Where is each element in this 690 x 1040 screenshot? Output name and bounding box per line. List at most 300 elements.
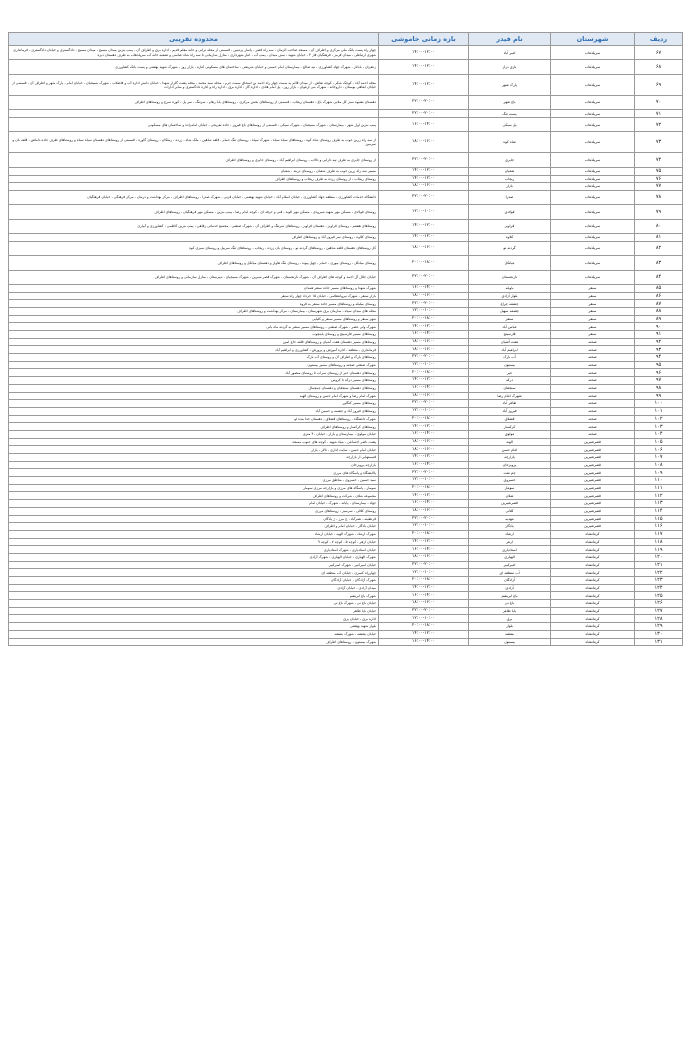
feeder-cell: قشلاق (469, 415, 551, 423)
city-cell: سنقر (551, 331, 635, 339)
area-cell: از روستای جابری به طرف تپه دارایی و دالاب ، روستای ابراهیم آباد ، روستای جابری و روستاهای اطراف (9, 153, 379, 167)
row-number-cell: ۱۳۰ (635, 630, 683, 638)
table-row (9, 175, 683, 183)
time-cell: ۱۴:۰۰-۱۲:۰۰ (379, 492, 469, 500)
city-cell: صحنه (551, 338, 635, 346)
row-number-cell: ۷۷ (635, 183, 683, 191)
table-row (9, 167, 683, 175)
time-cell: ۱۶:۰۰-۱۴:۰۰ (379, 284, 469, 292)
table-row (9, 205, 683, 219)
table-row (9, 384, 683, 392)
area-cell: روستاهای مسیر دهستان هفت آشیان و روستاهای قلعه حاج امین (9, 338, 379, 346)
time-cell: ۱۸:۰۰-۱۶:۰۰ (379, 292, 469, 300)
row-number-cell: ۱۰۲ (635, 415, 683, 423)
time-cell: ۱۲:۰۰-۱۰:۰۰ (379, 523, 469, 531)
row-number-cell: ۹۴ (635, 354, 683, 362)
feeder-cell: بنفشه (469, 630, 551, 638)
time-cell: ۲۲:۰۰-۲۰:۰۰ (379, 270, 469, 284)
area-cell: خیابان بنفشه ، شهرک بنفشه (9, 630, 379, 638)
city-cell: سرپلذهاب (551, 132, 635, 153)
city-cell: صحنه (551, 407, 635, 415)
area-cell: شهرک آزادگان ، خیابان آزادگان (9, 577, 379, 585)
feeder-cell: سنجقان (469, 384, 551, 392)
table-row (9, 615, 683, 623)
time-cell: ۲۲:۰۰-۲۰:۰۰ (379, 95, 469, 109)
table-body (9, 46, 683, 646)
feeder-cell: صدرا (469, 190, 551, 204)
area-cell: شهرک صنعتی صحنه و روستاهای مسیر بیستون (9, 361, 379, 369)
city-cell: صحنه (551, 430, 635, 438)
row-number-cell: ۶۷ (635, 46, 683, 60)
table-row (9, 454, 683, 462)
table-row (9, 46, 683, 60)
time-cell: ۱۸:۰۰-۱۶:۰۰ (379, 338, 469, 346)
feeder-cell: شلان (469, 492, 551, 500)
time-cell: ۱۸:۰۰-۱۶:۰۰ (379, 507, 469, 515)
feeder-cell: شعبان (469, 167, 551, 175)
table-row (9, 523, 683, 531)
city-cell: صحنه (551, 369, 635, 377)
table-row (9, 300, 683, 308)
time-cell: ۱۲:۰۰-۱۰:۰۰ (379, 569, 469, 577)
area-cell: زعفران ، بابانار ، شهرک جهاد کشاورزی ، تپه صالح ، بیمارستان امام خمینی و خیابان شریعتی ، ساختمان های مسکونی کناره ، بازار روز ، شهرک شهید بهشتی و پست بانک کشاورزی (9, 60, 379, 74)
city-cell: سرپلذهاب (551, 110, 635, 118)
table-row (9, 553, 683, 561)
feeder-cell: پست تنگ (469, 110, 551, 118)
feeder-cell: ریجاب (469, 175, 551, 183)
time-cell: ۲۲:۰۰-۲۰:۰۰ (379, 607, 469, 615)
table-row (9, 132, 683, 153)
feeder-cell: گردنه نو (469, 241, 551, 255)
table-row (9, 190, 683, 204)
row-number-cell: ۱۲۱ (635, 561, 683, 569)
time-cell: ۱۲:۰۰-۱۰:۰۰ (379, 477, 469, 485)
row-number-cell: ۱۲۹ (635, 623, 683, 631)
row-number-cell: ۷۴ (635, 153, 683, 167)
row-number-cell: ۱۲۰ (635, 553, 683, 561)
feeder-cell: برق (469, 615, 551, 623)
time-cell: ۱۲:۰۰-۱۰:۰۰ (379, 407, 469, 415)
table-row (9, 256, 683, 270)
city-cell: کرمانشاه (551, 630, 635, 638)
time-cell: ۱۴:۰۰-۱۲:۰۰ (379, 234, 469, 242)
city-cell: سرپلذهاب (551, 241, 635, 255)
city-cell: صحنه (551, 361, 635, 369)
row-number-cell: ۱۰۶ (635, 446, 683, 454)
city-cell: صحنه (551, 346, 635, 354)
feeder-cell: چشمه چراغ (469, 300, 551, 308)
table-row (9, 500, 683, 508)
time-cell: ۱۴:۰۰-۱۲:۰۰ (379, 46, 469, 60)
feeder-cell: خسروی (469, 477, 551, 485)
row-number-cell: ۱۱۱ (635, 484, 683, 492)
area-cell: دهستان بشیوه سبز کل ملایی شهرک باغ ، دهستان ریجاب ، قسمتی از روستاهای بخش مرکزی ، روستاهای بابا رهام ، سرتنگ ، سر پل ، کوره سرخ و روستاهای اطراف (9, 95, 379, 109)
area-cell: چهارراه کسری ، خیابان آب منطقه ای (9, 569, 379, 577)
table-row (9, 346, 683, 354)
row-number-cell: ۱۲۴ (635, 584, 683, 592)
feeder-cell: قصرشیرین (469, 500, 551, 508)
time-cell: ۲۲:۰۰-۲۰:۰۰ (379, 110, 469, 118)
row-number-cell: ۷۸ (635, 190, 683, 204)
feeder-cell: بابا طاهر (469, 607, 551, 615)
time-cell: ۱۴:۰۰-۱۲:۰۰ (379, 584, 469, 592)
area-cell: شهرک ارشاد ، شهرک الهیه ، خیابان ارشاد (9, 530, 379, 538)
row-number-cell: ۱۲۷ (635, 607, 683, 615)
feeder-cell: یادگار (469, 523, 551, 531)
feeder-cell: میانکل (469, 256, 551, 270)
table-row (9, 461, 683, 469)
row-number-cell: ۱۳۱ (635, 638, 683, 646)
feeder-cell: بازی دراز (469, 60, 551, 74)
header-time: بازه زمانی خاموشی (379, 33, 469, 46)
area-cell: خیابان مولوی ، بیمارستان و بازار ، خیابان ۴۰ متری (9, 430, 379, 438)
row-number-cell: ۹۵ (635, 361, 683, 369)
row-number-cell: ۹۱ (635, 331, 683, 339)
table-row (9, 446, 683, 454)
area-cell: خیابان باغ نی ، شهرک باغ نی (9, 600, 379, 608)
city-cell: کرمانشاه (551, 623, 635, 631)
feeder-cell: سنقر (469, 315, 551, 323)
feeder-cell: بیستون (469, 361, 551, 369)
city-cell: سنقر (551, 323, 635, 331)
time-cell: ۲۰:۰۰-۱۸:۰۰ (379, 315, 469, 323)
feeder-cell: درکه (469, 377, 551, 385)
feeder-cell: هفت آشیان (469, 338, 551, 346)
city-cell: سنقر (551, 307, 635, 315)
feeder-cell: آب منطقه ای (469, 569, 551, 577)
city-cell: کرمانشاه (551, 615, 635, 623)
feeder-cell: الهیاری (469, 553, 551, 561)
time-cell: ۱۶:۰۰-۱۴:۰۰ (379, 500, 469, 508)
area-cell: مجموعه شلان ، شرکت و روستاهای اطراف (9, 492, 379, 500)
city-cell: کرمانشاه (551, 607, 635, 615)
table-row (9, 110, 683, 118)
feeder-cell: ارشاد (469, 530, 551, 538)
table-row (9, 592, 683, 600)
table-row (9, 607, 683, 615)
time-cell: ۱۴:۰۰-۱۲:۰۰ (379, 323, 469, 331)
row-number-cell: ۱۲۳ (635, 577, 683, 585)
feeder-cell: مهدیه (469, 515, 551, 523)
row-number-cell: ۱۰۹ (635, 469, 683, 477)
row-number-cell: ۷۹ (635, 205, 683, 219)
feeder-cell: فارسینج (469, 331, 551, 339)
time-cell: ۲۰:۰۰-۱۸:۰۰ (379, 484, 469, 492)
time-cell: ۲۲:۰۰-۲۰:۰۰ (379, 300, 469, 308)
area-cell: محله های میدان سپاه ، سازمان برق شهرستان ، بیمارستان ، مرکز بهداشت و روستاهای اطراف (9, 307, 379, 315)
row-number-cell: ۸۱ (635, 234, 683, 242)
area-cell: سومار ، پاسگاه های مرزی و بازارچه مرزی سومار (9, 484, 379, 492)
time-cell: ۱۴:۰۰-۱۲:۰۰ (379, 454, 469, 462)
time-cell: ۱۴:۰۰-۱۲:۰۰ (379, 175, 469, 183)
row-number-cell: ۸۵ (635, 284, 683, 292)
city-cell: کرمانشاه (551, 577, 635, 585)
area-cell: شهرک باغ ابریشم (9, 592, 379, 600)
time-cell: ۱۸:۰۰-۱۶:۰۰ (379, 132, 469, 153)
feeder-cell: آزادی (469, 584, 551, 592)
city-cell: سرپلذهاب (551, 234, 635, 242)
city-cell: کرمانشاه (551, 538, 635, 546)
area-cell: فرمانداری ، منطقه ، اداره آموزش و پرورش ، کشاورزی و ابراهیم آباد (9, 346, 379, 354)
row-number-cell: ۷۶ (635, 175, 683, 183)
row-number-cell: ۱۰۷ (635, 454, 683, 462)
table-row (9, 484, 683, 492)
area-cell: روستای میانکل ، روستای بیوری ، حمام ، چهل پیوند ، روستای تنگ هاوار و دهستان میانکل و روستاهای اطراف (9, 256, 379, 270)
time-cell: ۱۴:۰۰-۱۲:۰۰ (379, 219, 469, 233)
area-cell: روستاهای دهستان سنجقان و دهستان چمچمال (9, 384, 379, 392)
feeder-cell: امیر آباد (469, 46, 551, 60)
time-cell: ۱۴:۰۰-۱۲:۰۰ (379, 377, 469, 385)
city-cell: سرپلذهاب (551, 60, 635, 74)
area-cell: خیابان امیرکبیر ، شهرک امیرکبیر (9, 561, 379, 569)
feeder-cell: الوند (469, 438, 551, 446)
city-cell: قصرشیرین (551, 461, 635, 469)
row-number-cell: ۱۱۸ (635, 538, 683, 546)
city-cell: کرمانشاه (551, 553, 635, 561)
header-area: محدوده تقریبی (9, 33, 379, 46)
time-cell: ۱۸:۰۰-۱۶:۰۰ (379, 346, 469, 354)
city-cell: سرپلذهاب (551, 175, 635, 183)
area-cell: از سه راه زرین جوب به طرف روستای شاه کوه ، روستاهای سیاه سیاه ، شهرک سپاه ، روستای تنگ حمام ، قلعه شاهین ، ملک شاه ، زرده ، زملکان ، روستای گاوره ، قسمتی از روستاهای دهستان سیاه سیاه و روستاهای طرف جاده داماش ، قلعه بان و سرمین (9, 132, 379, 153)
area-cell: پالایشگاه و پاسگاه های مرزی (9, 469, 379, 477)
feeder-cell: خبر (469, 369, 551, 377)
header-feeder: نام فیدر (469, 33, 551, 46)
area-cell: شهرک دانشگاه ، روستاهای قشلاق ، دهستان خدا بنده لو (9, 415, 379, 423)
header-row-number: ردیف (635, 33, 683, 46)
area-cell: شهرک الهیاری ، خیابان الهیاری ، شهرک آزادی (9, 553, 379, 561)
table-row (9, 492, 683, 500)
feeder-cell: ابراهیم آباد (469, 346, 551, 354)
city-cell: قصرشیرین (551, 523, 635, 531)
area-cell: دانشگاه خدمات کشاورزی ، منطقه جهاد کشاورزی ، خیابان اسلام آباد ، خیابان شهید بهشتی ، خیابان قرنی ، شهرک صدرا ، روستاهای اطراف ، مرکز بهداشت و درمان ، مرکز فرهنگی ، خیابان فرهنگیان (9, 190, 379, 204)
table-row (9, 415, 683, 423)
area-cell: مسیر سه راه زرین جوب به طرف شعبان ، روستای دربند ، شعبان (9, 167, 379, 175)
row-number-cell: ۹۶ (635, 369, 683, 377)
row-number-cell: ۹۲ (635, 338, 683, 346)
table-row (9, 270, 683, 284)
row-number-cell: ۸۳ (635, 256, 683, 270)
area-cell: قرنطینه ، نصرآباد ، ج مرز ، ژ پادگان (9, 515, 379, 523)
time-cell: ۲۲:۰۰-۲۰:۰۰ (379, 469, 469, 477)
row-number-cell: ۱۰۱ (635, 407, 683, 415)
area-cell: خیابان جلال آل احمد و کوچه های اطراف آن ، شهرک نارنجستان ، شهرک قصر شیرین ، شهرک بسیجیان ، دبیرستان ، منازل سازمانی و روستاهای اطراف (9, 270, 379, 284)
city-cell: قصرشیرین (551, 515, 635, 523)
city-cell: قصرشیرین (551, 492, 635, 500)
time-cell: ۱۴:۰۰-۱۲:۰۰ (379, 60, 469, 74)
row-number-cell: ۷۳ (635, 132, 683, 153)
area-cell: خیابان بابا طاهر (9, 607, 379, 615)
row-number-cell: ۱۱۴ (635, 507, 683, 515)
table-row (9, 400, 683, 408)
feeder-cell: کلاوه (469, 234, 551, 242)
table-row (9, 74, 683, 95)
city-cell: سرپلذهاب (551, 74, 635, 95)
row-number-cell: ۷۱ (635, 110, 683, 118)
feeder-cell: شاه کوه (469, 132, 551, 153)
area-cell: خیابان استادیاری ، شهرک استادیاری (9, 546, 379, 554)
area-cell: کل روستاهای دهستان قلعه شاهین ، روستاهای گردنه نو ، روستای بان زرده ، ریجاب ، روستاهای تنگ سربیل و روستای سبزی کوه (9, 241, 379, 255)
row-number-cell: ۱۲۶ (635, 600, 683, 608)
city-cell: سرپلذهاب (551, 167, 635, 175)
feeder-cell: کرکسار (469, 423, 551, 431)
feeder-cell: فولادی (469, 205, 551, 219)
feeder-cell: طاهر آباد (469, 400, 551, 408)
feeder-cell: استادیاری (469, 546, 551, 554)
table-row (9, 183, 683, 191)
city-cell: کرمانشاه (551, 638, 635, 646)
time-cell: ۲۲:۰۰-۲۰:۰۰ (379, 153, 469, 167)
table-row (9, 430, 683, 438)
time-cell: ۱۴:۰۰-۱۲:۰۰ (379, 74, 469, 95)
feeder-cell: بلوار (469, 623, 551, 631)
table-row (9, 392, 683, 400)
time-cell: ۱۸:۰۰-۱۶:۰۰ (379, 446, 469, 454)
time-cell: ۲۰:۰۰-۱۸:۰۰ (379, 530, 469, 538)
row-number-cell: ۶۸ (635, 60, 683, 74)
table-row (9, 234, 683, 242)
area-cell: جهاد ، بیمارستان ، پایانه ، شهرک ، خیابان امام (9, 500, 379, 508)
time-cell: ۱۸:۰۰-۱۶:۰۰ (379, 553, 469, 561)
city-cell: سنقر (551, 284, 635, 292)
table-row (9, 241, 683, 255)
row-number-cell: ۱۲۸ (635, 615, 683, 623)
table-row (9, 600, 683, 608)
row-number-cell: ۱۱۵ (635, 515, 683, 523)
feeder-cell: بلوار آزادی (469, 292, 551, 300)
area-cell: روستاهای دهستان خبر از روستای سراب تا روستای منصور آباد (9, 369, 379, 377)
row-number-cell: ۹۰ (635, 323, 683, 331)
header-city: شهرستان (551, 33, 635, 46)
feeder-cell: عباس آباد (469, 323, 551, 331)
feeder-cell: آزادگان (469, 577, 551, 585)
feeder-cell: نارنجستان (469, 270, 551, 284)
time-cell: ۱۴:۰۰-۱۲:۰۰ (379, 538, 469, 546)
city-cell: قصرشیرین (551, 446, 635, 454)
city-cell: سرپلذهاب (551, 183, 635, 191)
area-cell: شهرک بیستون ، روستاهای اطراف (9, 638, 379, 646)
time-cell: ۱۶:۰۰-۱۴:۰۰ (379, 331, 469, 339)
time-cell: ۱۸:۰۰-۱۶:۰۰ (379, 438, 469, 446)
city-cell: قصرشیرین (551, 454, 635, 462)
area-cell: چهار راه پست بانک ملی مرکزی و اطراف آن ، مسجد صاحب الزمان ، سه راه قصر ، پاسار پردیس ، قسمتی از محله ترانی و خانه معلم قدیم ، اداره برق و اطراف آن ، پمپ بنزین میدان مسیح ، میدان مسیح ، دادگستری و خیابان دادگستری ، فرمانداری شهری ارتباطی ، میدان قرمز ، فرهنگیان فاز ۳ ، خیابان شهید ، نبش میدان ، پمپ آب ، انبار شهرداری ، منازل سازمانی تا سه راه شاه عباسی و تصفیه خانه آب سرپلذهاب به طرف دهستان دیره (9, 46, 379, 60)
table-row (9, 538, 683, 546)
time-cell: ۱۴:۰۰-۱۲:۰۰ (379, 167, 469, 175)
area-cell: روستاهای کرکسار و روستاهای اطراف (9, 423, 379, 431)
area-cell: روستای فولادی ، مسکن مهر شهید شیرودی ، مسکن مهر الوند ، فنی و حرفه ای ، کوچه امام رضا ، پمپ بنزین ، مسکن مهر فرهنگیان ، روستاهای اطراف (9, 205, 379, 219)
table-row (9, 219, 683, 233)
time-cell: ۱۶:۰۰-۱۴:۰۰ (379, 384, 469, 392)
time-cell: ۲۰:۰۰-۱۸:۰۰ (379, 623, 469, 631)
area-cell: روستای میلیله و روستاهای مسیر جاده سنقر به قروه (9, 300, 379, 308)
table-row (9, 284, 683, 292)
area-cell: خیابان ازهر ، کوچه ۵ ، کوچه ۷ ، کوچه ۹ (9, 538, 379, 546)
table-row (9, 584, 683, 592)
time-cell: ۲۲:۰۰-۲۰:۰۰ (379, 561, 469, 569)
area-cell: قسمتهایی از بازارچه (9, 454, 379, 462)
feeder-cell: فیروز آباد (469, 407, 551, 415)
city-cell: کرمانشاه (551, 561, 635, 569)
row-number-cell: ۱۱۷ (635, 530, 683, 538)
row-number-cell: ۷۰ (635, 95, 683, 109)
area-cell: روستاهای مسیر کنگاور (9, 400, 379, 408)
table-header-row (9, 33, 683, 46)
table-row (9, 638, 683, 646)
city-cell: کرمانشاه (551, 600, 635, 608)
city-cell: صحنه (551, 400, 635, 408)
area-cell (9, 183, 379, 191)
row-number-cell: ۸۹ (635, 315, 683, 323)
city-cell: کرمانشاه (551, 569, 635, 577)
feeder-cell: ازهر (469, 538, 551, 546)
city-cell: سنقر (551, 315, 635, 323)
feeder-cell: پارک شهر (469, 74, 551, 95)
time-cell: ۱۲:۰۰-۱۰:۰۰ (379, 361, 469, 369)
table-row (9, 577, 683, 585)
city-cell: صحنه (551, 384, 635, 392)
city-cell: سرپلذهاب (551, 46, 635, 60)
row-number-cell: ۶۹ (635, 74, 683, 95)
area-cell: خیابان یادگار ، خیابان امام و اطراف (9, 523, 379, 531)
area-cell: روستاهای مسیر فارسینج و روستای باینچوب (9, 331, 379, 339)
table-row (9, 323, 683, 331)
feeder-cell: امیرکبیر (469, 561, 551, 569)
row-number-cell: ۱۱۲ (635, 492, 683, 500)
time-cell: ۱۶:۰۰-۱۴:۰۰ (379, 461, 469, 469)
time-cell: ۱۴:۰۰-۱۲:۰۰ (379, 423, 469, 431)
time-cell: ۱۸:۰۰-۱۶:۰۰ (379, 183, 469, 191)
city-cell: سنقر (551, 292, 635, 300)
time-cell: ۲۰:۰۰-۱۸:۰۰ (379, 415, 469, 423)
area-cell: بلوار شهید بهشتی (9, 623, 379, 631)
row-number-cell: ۱۱۳ (635, 500, 683, 508)
city-cell: کرمانشاه (551, 584, 635, 592)
table-row (9, 477, 683, 485)
feeder-cell: پرویزخان (469, 461, 551, 469)
feeder-cell: پل سیکی (469, 117, 551, 131)
city-cell: کرمانشاه (551, 592, 635, 600)
row-number-cell: ۱۰۳ (635, 423, 683, 431)
city-cell: کرمانشاه (551, 530, 635, 538)
area-cell: شهرک امام رضا و شهرک امام حسن و روستای الهیه (9, 392, 379, 400)
feeder-cell: سومار (469, 484, 551, 492)
table-row (9, 307, 683, 315)
table-row (9, 369, 683, 377)
time-cell: ۱۴:۰۰-۱۲:۰۰ (379, 630, 469, 638)
area-cell: شهرک شهدا و روستاهای مسیر جاده سنقر همدان (9, 284, 379, 292)
time-cell: ۱۲:۰۰-۱۰:۰۰ (379, 205, 469, 219)
time-cell: ۱۸:۰۰-۱۶:۰۰ (379, 241, 469, 255)
table-row (9, 117, 683, 131)
feeder-cell: کلالی (469, 507, 551, 515)
time-cell: ۲۲:۰۰-۲۰:۰۰ (379, 354, 469, 362)
area-cell (9, 110, 379, 118)
row-number-cell: ۷۵ (635, 167, 683, 175)
city-cell: قصرشیرین (551, 507, 635, 515)
time-cell: ۱۶:۰۰-۱۴:۰۰ (379, 546, 469, 554)
feeder-cell: باغ ابریشم (469, 592, 551, 600)
table-row (9, 354, 683, 362)
area-cell: پشت ناصر اجتماعی ، بنیاد شهید ، کوچه های جنوب مسجد (9, 438, 379, 446)
city-cell: سرپلذهاب (551, 95, 635, 109)
city-cell: صحنه (551, 377, 635, 385)
area-cell: روستای کلالی ، سرسبز ، روستاهای مرزی (9, 507, 379, 515)
feeder-cell: باغ شهر (469, 95, 551, 109)
row-number-cell: ۱۱۶ (635, 523, 683, 531)
feeder-cell: باویله (469, 284, 551, 292)
city-cell: سرپلذهاب (551, 117, 635, 131)
table-row (9, 407, 683, 415)
area-cell: بازارچه پرویزخان (9, 461, 379, 469)
